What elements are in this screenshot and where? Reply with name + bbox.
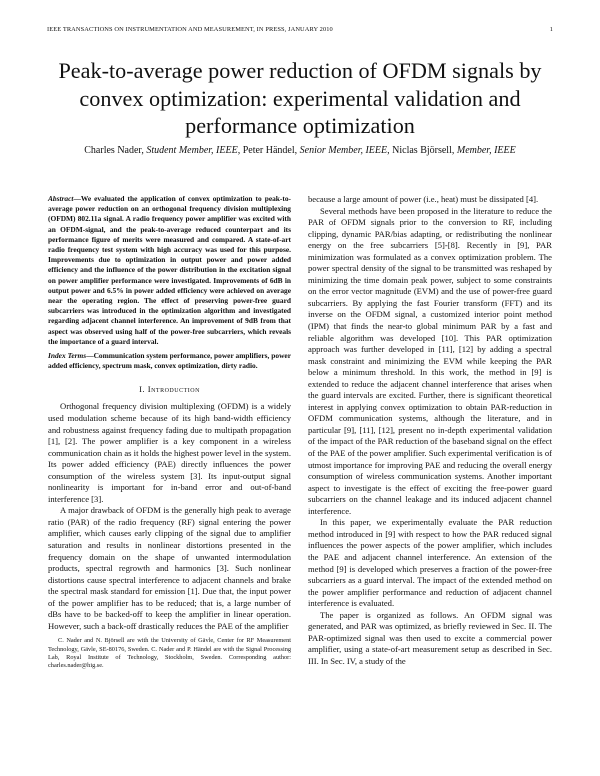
paragraph: Several methods have been proposed in the literature to reduce the PAR of OFDM signals prior to the conversion to RF, including clipping, dynamic PAR/bias adapting, or redistributing the nonlinear energy on the free subcarriers [5]-[8]. Recently in [9], PAR minimization was formulated as a convex optimization problem. The power spectral density of the signal to be transmitted was reshaped by minimizing the time domain peak power, subject to some constraints on the error vector magnitude (EVM) and the use of power-free guard subcarriers. By applying the fast Fourier transform (FFT) and its inverse on the OFDM signal, a customized interior point method (IPM) that finds the near-to global minimum PAR by a fast and reliable algorithm was developed [10]. This PAR optimization approach was further developed in [11], [12] by adding a spectral mask constraint and minimizing the EVM while keeping the PAR below a minimum threshold. In this work, the method in [9] is extended to reduce the adjacent channel interference that arises when the guard intervals are excited. Further, there is significant theoretical interest in applying convex optimization to obtain PAR-reduction in OFDM communication systems, although the literature, and in particular [9], [11], [12], present no in-depth experimental validation of the impact of the PAR reduction of the baseband signal on the effect of the PAE of the power amplifier. Such experimental verification is of utmost importance for improving PAE and reducing the overall energy consumption of wireless communication systems. Another important aspect to investigate is the effect of exciting the free-power guard subcarriers on the channel leakage and its induced adjacent channel interference. xyxy=(308,205,552,516)
index-terms-lead: Index Terms xyxy=(48,351,87,361)
abstract-text: —We evaluated the application of convex optimization to peak-to-average power reduction on an orthogonal frequency division multiplexing (OFDM) 802.11a signal. A radio frequency power amplifier was excited with an OFDM-signal, and the peak-to-average reduced counterpart and its performance figure of merits were measured and compared. A state-of-art radio frequency test system with high accuracy was used for this purpose. Improvements due to optimization in output power and power added efficiency and the influence of the power distribution in the excitation signal on power amplifier performance were investigated. Improvements of 6dB in output power and 6.5% in power added efficiency were achieved on average near the operating region. The effect of preserving power-free guard subcarriers was introduced in the optimization algorithm and investigated regarding adjacent channel interference. An improvement of 9dB from that aspect was observed using half of the power-free subcarriers, which reveals the importance of a guard interval. xyxy=(48,194,291,346)
author-name: Peter Händel, xyxy=(242,145,298,156)
author-line xyxy=(40,145,560,157)
paragraph: The paper is organized as follows. An OFDM signal was generated, and PAR was optimized, as briefly reviewed in Sec. II. The PAR-optimized signal was then used to excite a commercial power amplifier, using a state-of-art measurement setup as described in Sec. III. In Sec. IV, a study of the xyxy=(308,609,552,666)
abstract-lead: Abstract xyxy=(48,194,74,203)
author-name: Charles Nader, xyxy=(84,145,144,156)
author-role: Senior Member, IEEE, xyxy=(299,145,390,156)
paragraph: Orthogonal frequency division multiplexing (OFDM) is a widely used modulation scheme because of its high band-width efficiency and robustness against frequency fading due to multipath propagation [1], [2]. The power amplifier is a key component in a wireless communication chain as it holds the highest power level in the system. Its power added efficiency (PAE) directly influences the power consumption of the wireless system [3]. Its input-output signal nonlinearity is important for in-band error and out-of-band interference [3]. xyxy=(48,401,291,504)
author-name: Niclas Björsell, xyxy=(392,145,455,156)
index-terms xyxy=(48,351,291,371)
running-header xyxy=(47,26,553,36)
intro-left-text xyxy=(48,401,291,632)
intro-right-text xyxy=(308,194,552,667)
left-column xyxy=(48,194,291,670)
right-column xyxy=(308,194,552,667)
abstract xyxy=(48,194,291,347)
page-number: 1 xyxy=(549,26,553,33)
paragraph: A major drawback of OFDM is the generally high peak to average ratio (PAR) of the radio frequency (RF) signal entering the power amplifier, which causes early clipping of the signal due to amplifier saturation and results in nonlinear distortions presented in the frequency domain on the shape of unwanted intermodulation products, spectral regrowth and harmonics [3]. Such nonlinear distortions cause spectral interference to adjacent channels and brake the spectral mask standard for emission [1]. Due that, the input power of the power amplifier has to be reduced; that is, a large number of dBs have to be backed-off to keep the amplifier in linear operation. However, such a back-off drastically reduces the PAE of the amplifier xyxy=(48,505,291,631)
journal-name: IEEE TRANSACTIONS ON INSTRUMENTATION AND MEASUREMENT, IN PRESS, JANUARY 2010 xyxy=(47,26,333,33)
author-role: Student Member, IEEE, xyxy=(146,145,241,156)
paragraph: In this paper, we experimentally evaluate the PAR reduction method introduced in [9] with respect to how the PAR reduced signal influences the power aspects of the power amplifier, which includes the PAE and adjacent channel interference. An extension of the method [9] is developed which preserves a fraction of the power-free subcarriers as a guard interval. The impact of the extended method on the power amplifier performance and reduction of adjacent channel interference is evaluated. xyxy=(308,517,552,609)
section-heading: I. Introduction xyxy=(139,384,200,395)
index-terms-text: —Communication system performance, power amplifiers, power added efficiency, spectrum mask, convex optimization, dirty radio. xyxy=(48,351,291,371)
paragraph: because a large amount of power (i.e., heat) must be dissipated [4]. xyxy=(308,194,539,204)
author-role: Member, IEEE xyxy=(456,145,516,156)
author-footnote: C. Nader and N. Björsell are with the University of Gävle, Center for RF Measurement Technology, Gävle, SE-80176, Sweden. C. Nader and P. Händel are with the Signal Processing Lab, Royal Institute of Technology, Stockholm, Sweden. Corresponding author: charles.nader@hig.se. xyxy=(48,637,291,669)
paper-title: Peak-to-average power reduction of OFDM signals by convex optimization: experimental validation and performance optimization xyxy=(58,58,542,138)
